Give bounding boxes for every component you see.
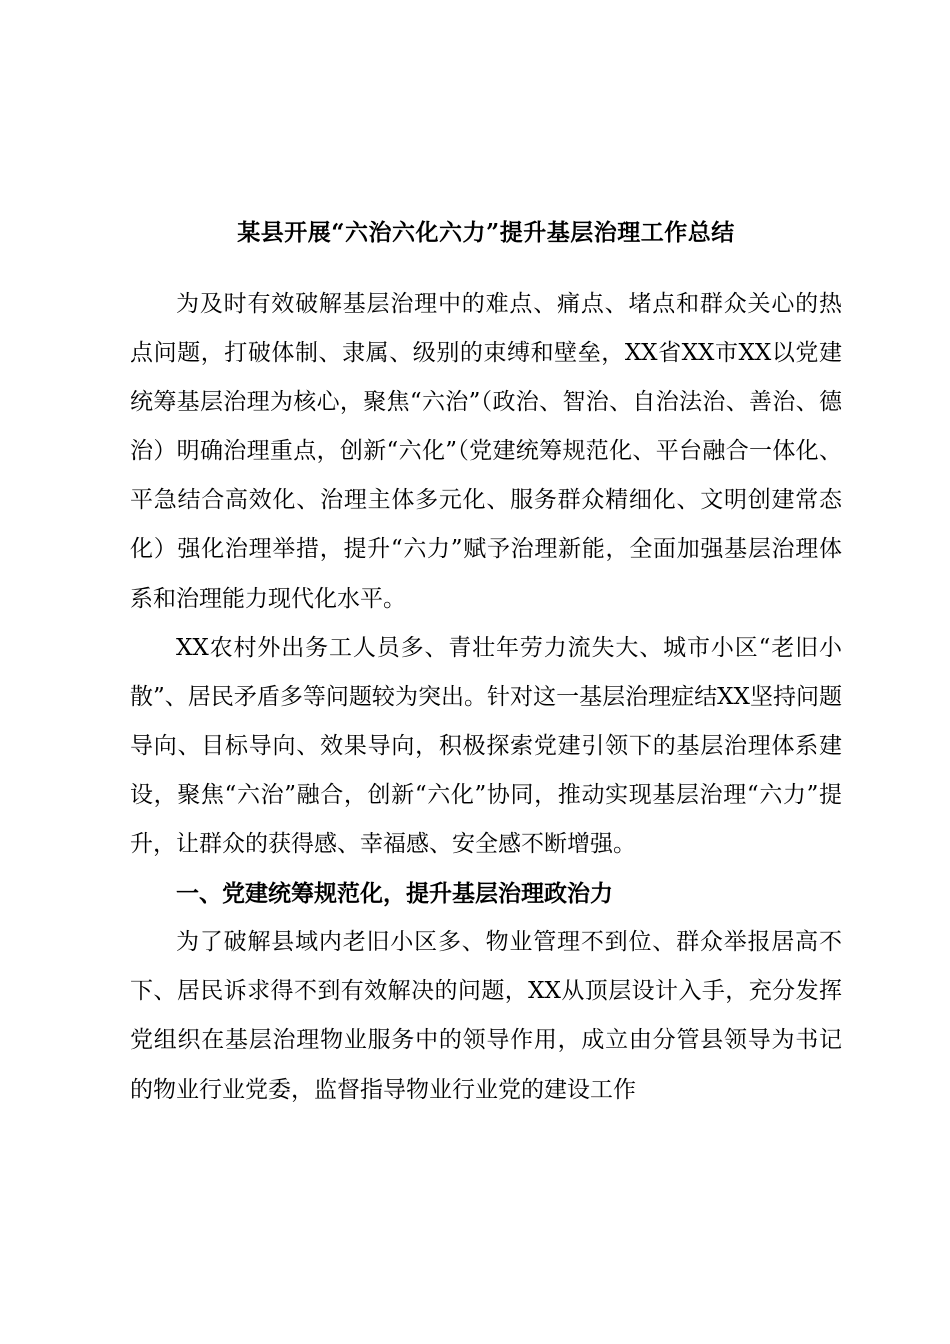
document-title: 某县开展“六治六化六力”提升基层治理工作总结 xyxy=(237,219,735,246)
section-paragraph: 为了破解县域内老旧小区多、物业管理不到位、群众举报居高不下、居民诉求得不到有效解决的问题，XX从顶层设计入手，充分发挥党组织在基层治理物业服务中的领导作用，成立由分管县领导为书记的物业行业党委，监督指导物业行业党的建设工作 xyxy=(130,929,842,1103)
intro-paragraph: 为及时有效破解基层治理中的难点、痛点、堵点和群众关心的热点问题，打破体制、隶属、级别的束缚和壁垒，XX省XX市XX以党建统筹基层治理为核心，聚焦“六治”（政治、智治、自治法治、善治、德治）明确治理重点，创新“六化”（党建统筹规范化、平台融合一体化、平急结合高效化、治理主体多元化、服务群众精细化、文明创建常态化）强化治理举措，提升“六力”赋予治理新能，全面加强基层治理体系和治理能力现代化水平。 xyxy=(130,291,842,612)
background-paragraph: XX农村外出务工人员多、青壮年劳力流失大、城市小区“老旧小散”、居民矛盾多等问题较为突出。针对这一基层治理症结XX坚持问题导向、目标导向、效果导向，积极探索党建引领下的基层治理体系建设，聚焦“六治”融合，创新“六化”协同，推动实现基层治理“六力”提升，让群众的获得感、幸福感、安全感不断增强。 xyxy=(130,634,842,858)
document-page xyxy=(130,210,842,1115)
section-heading: 一、党建统筹规范化，提升基层治理政治力 xyxy=(176,880,613,908)
